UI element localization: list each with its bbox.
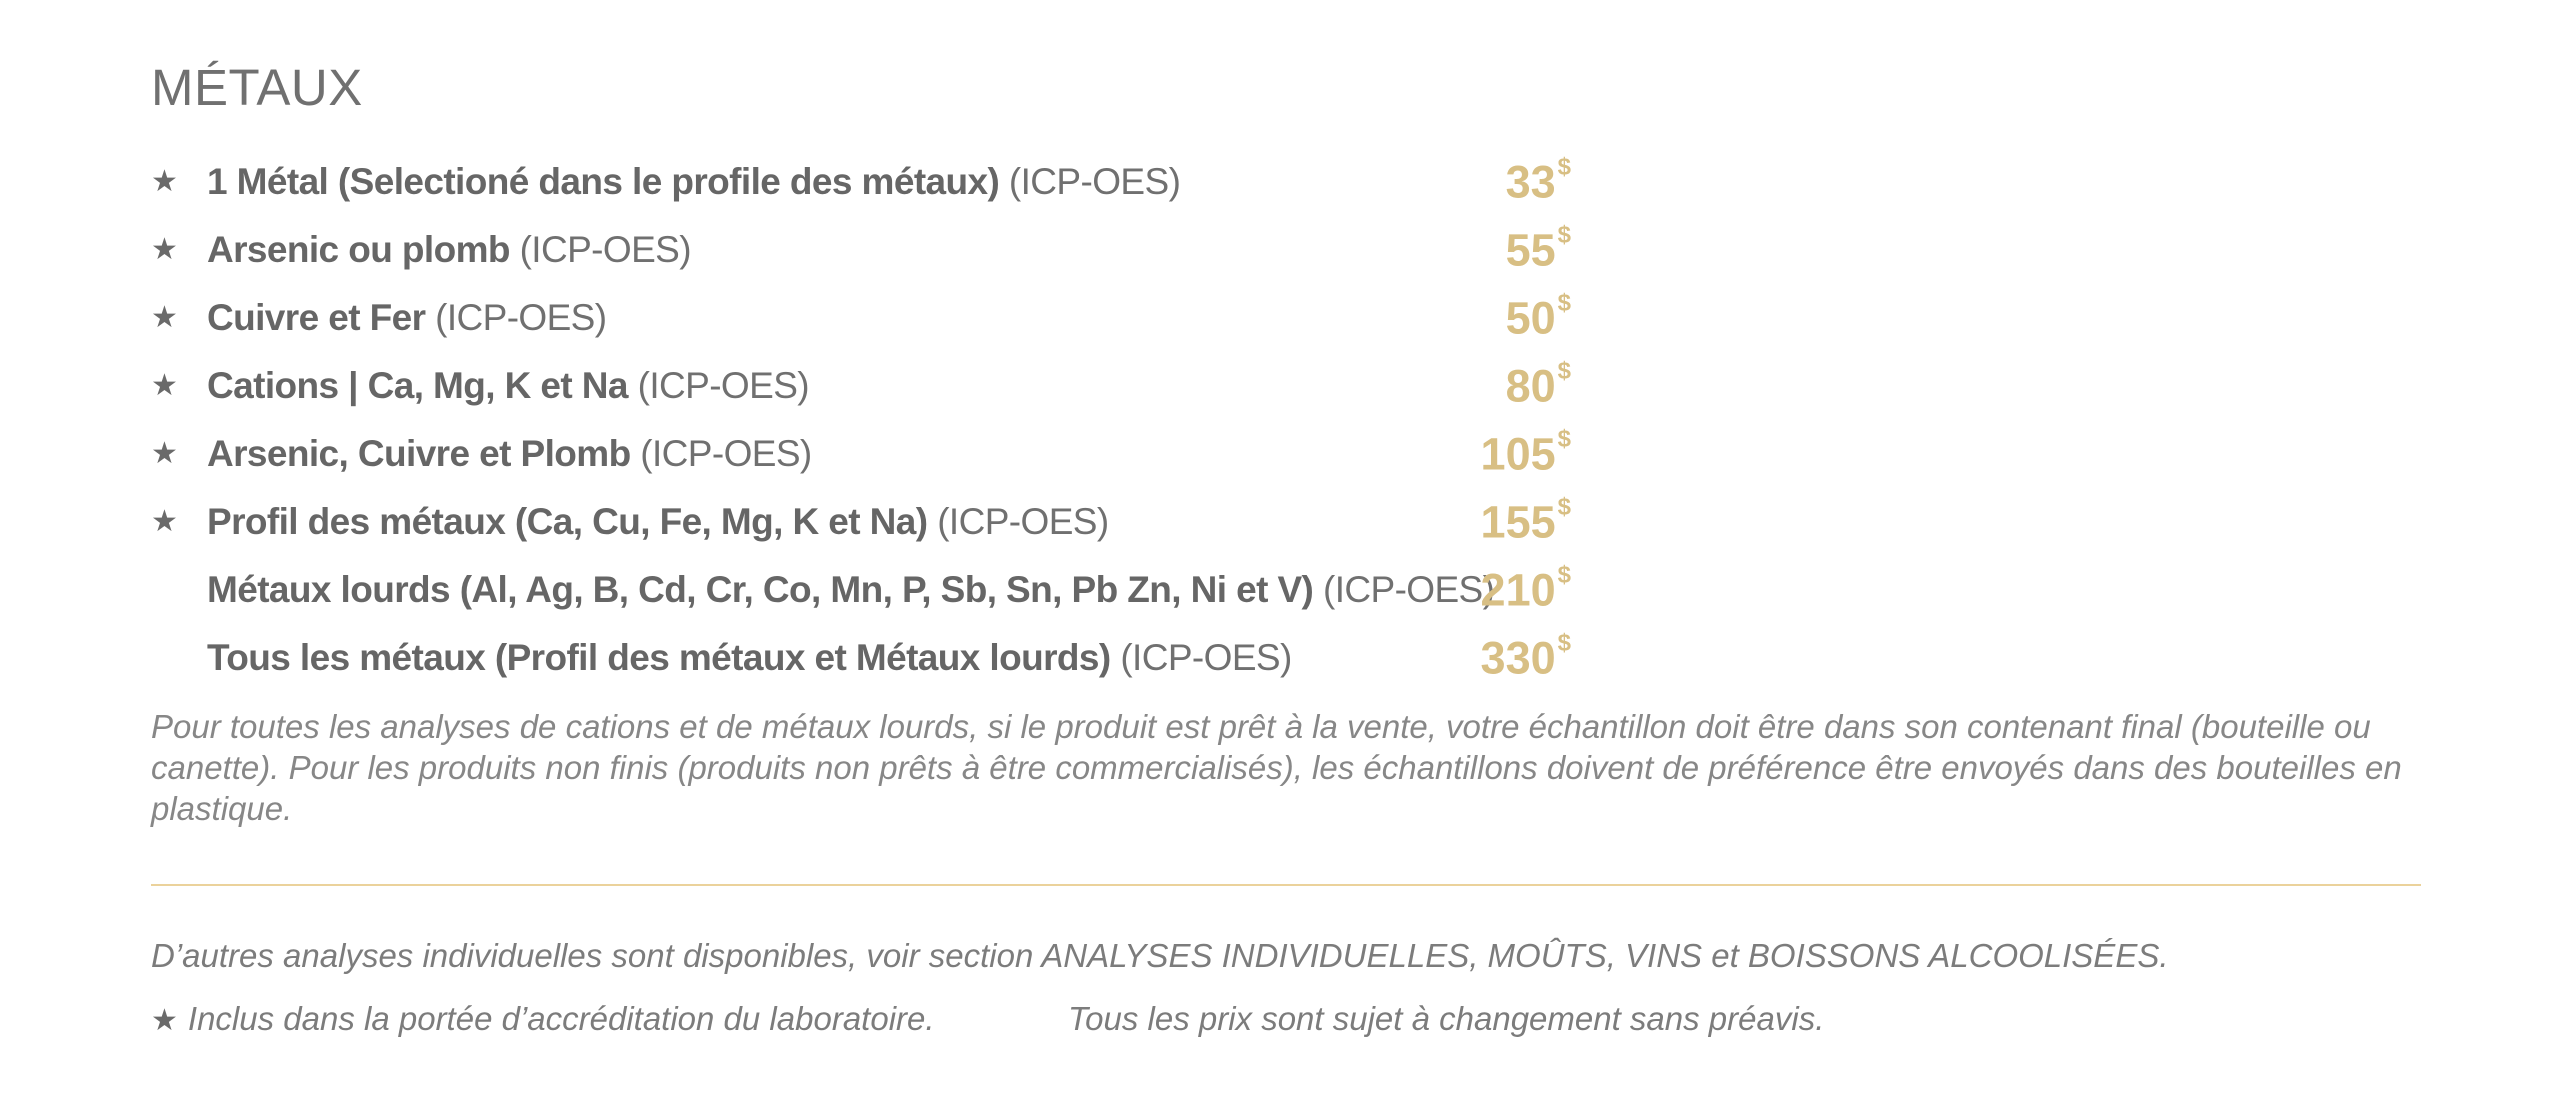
price-currency: $: [1557, 561, 1571, 589]
price-list-item: [151, 216, 1571, 284]
price-amount: 155: [1480, 496, 1556, 548]
price-list: [151, 148, 1571, 692]
item-method: (ICP-OES): [1120, 637, 1292, 678]
price-amount: 33: [1505, 156, 1556, 208]
price-list-item: [151, 352, 1571, 420]
price-list-item: [151, 624, 1571, 692]
item-price: [1381, 289, 1571, 344]
item-name: Cations | Ca, Mg, K et Na: [207, 365, 628, 406]
item-method: (ICP-OES): [1322, 569, 1495, 610]
sample-note: Pour toutes les analyses de cations et de métaux lourds, si le produit est prêt à la vente, votre échantillon doit être dans son contenant final (bouteille ou canette). Pour les produits non finis (produits non prêts à être commercialisés), les échantillons doivent de préférence être envoyés dans des bouteilles en plastique.: [151, 708, 2402, 827]
price-amount: 80: [1505, 360, 1556, 412]
item-label: [207, 637, 1292, 679]
item-price: [1381, 561, 1571, 616]
other-analyses-note: D’autres analyses individuelles sont disponibles, voir section ANALYSES INDIVIDUELLES, MOÛTS, VINS et BOISSONS ALCOOLISÉES.: [151, 937, 2169, 974]
item-price: [1381, 493, 1571, 548]
item-label: [207, 365, 809, 407]
price-list-item: [151, 556, 1571, 624]
item-name: Cuivre et Fer: [207, 297, 426, 338]
item-label: [207, 161, 1180, 203]
price-disclaimer: Tous les prix sont sujet à changement sans préavis.: [1068, 1000, 1825, 1037]
price-amount: 330: [1480, 632, 1556, 684]
item-method: (ICP-OES): [1008, 161, 1181, 202]
item-name: Arsenic, Cuivre et Plomb: [207, 433, 631, 474]
price-list-item: [151, 284, 1571, 352]
accreditation-note: [151, 1000, 935, 1038]
item-label: [207, 229, 691, 271]
price-list-item: [151, 420, 1571, 488]
price-currency: $: [1557, 493, 1571, 521]
star-icon: ★: [151, 299, 178, 335]
item-price: [1381, 357, 1571, 412]
price-amount: 105: [1480, 428, 1556, 480]
star-icon: ★: [151, 163, 178, 199]
item-label: [207, 501, 1109, 543]
item-name: Métaux lourds (Al, Ag, B, Cd, Cr, Co, Mn, P, Sb, Sn, Pb Zn, Ni et V): [207, 569, 1314, 610]
item-price: [1381, 221, 1571, 276]
star-icon: ★: [151, 367, 178, 403]
section-title: MÉTAUX: [151, 59, 363, 116]
price-currency: $: [1557, 221, 1571, 249]
item-method: (ICP-OES): [519, 229, 691, 270]
price-currency: $: [1557, 357, 1571, 385]
price-amount: 55: [1505, 224, 1556, 276]
item-method: (ICP-OES): [937, 501, 1109, 542]
star-icon: ★: [151, 503, 178, 539]
accreditation-text: Inclus dans la portée d’accréditation du laboratoire.: [187, 1000, 935, 1037]
item-price: [1381, 425, 1571, 480]
price-currency: $: [1557, 629, 1571, 657]
price-amount: 50: [1505, 292, 1556, 344]
price-currency: $: [1557, 289, 1571, 317]
item-method: (ICP-OES): [640, 433, 812, 474]
divider: [151, 884, 2421, 886]
item-name: 1 Métal (Selectioné dans le profile des métaux): [207, 161, 1000, 202]
star-icon: ★: [151, 1003, 178, 1038]
item-method: (ICP-OES): [435, 297, 607, 338]
item-price: [1381, 153, 1571, 208]
item-label: [207, 297, 606, 339]
item-name: Tous les métaux (Profil des métaux et Métaux lourds): [207, 637, 1111, 678]
item-method: (ICP-OES): [637, 365, 809, 406]
item-label: [207, 569, 1494, 611]
item-price: [1381, 629, 1571, 684]
item-name: Arsenic ou plomb: [207, 229, 510, 270]
item-name: Profil des métaux (Ca, Cu, Fe, Mg, K et Na): [207, 501, 928, 542]
item-label: [207, 433, 812, 475]
price-currency: $: [1557, 153, 1571, 181]
star-icon: ★: [151, 435, 178, 471]
price-list-item: [151, 488, 1571, 556]
price-currency: $: [1557, 425, 1571, 453]
star-icon: ★: [151, 231, 178, 267]
price-list-item: [151, 148, 1571, 216]
price-amount: 210: [1480, 564, 1556, 616]
